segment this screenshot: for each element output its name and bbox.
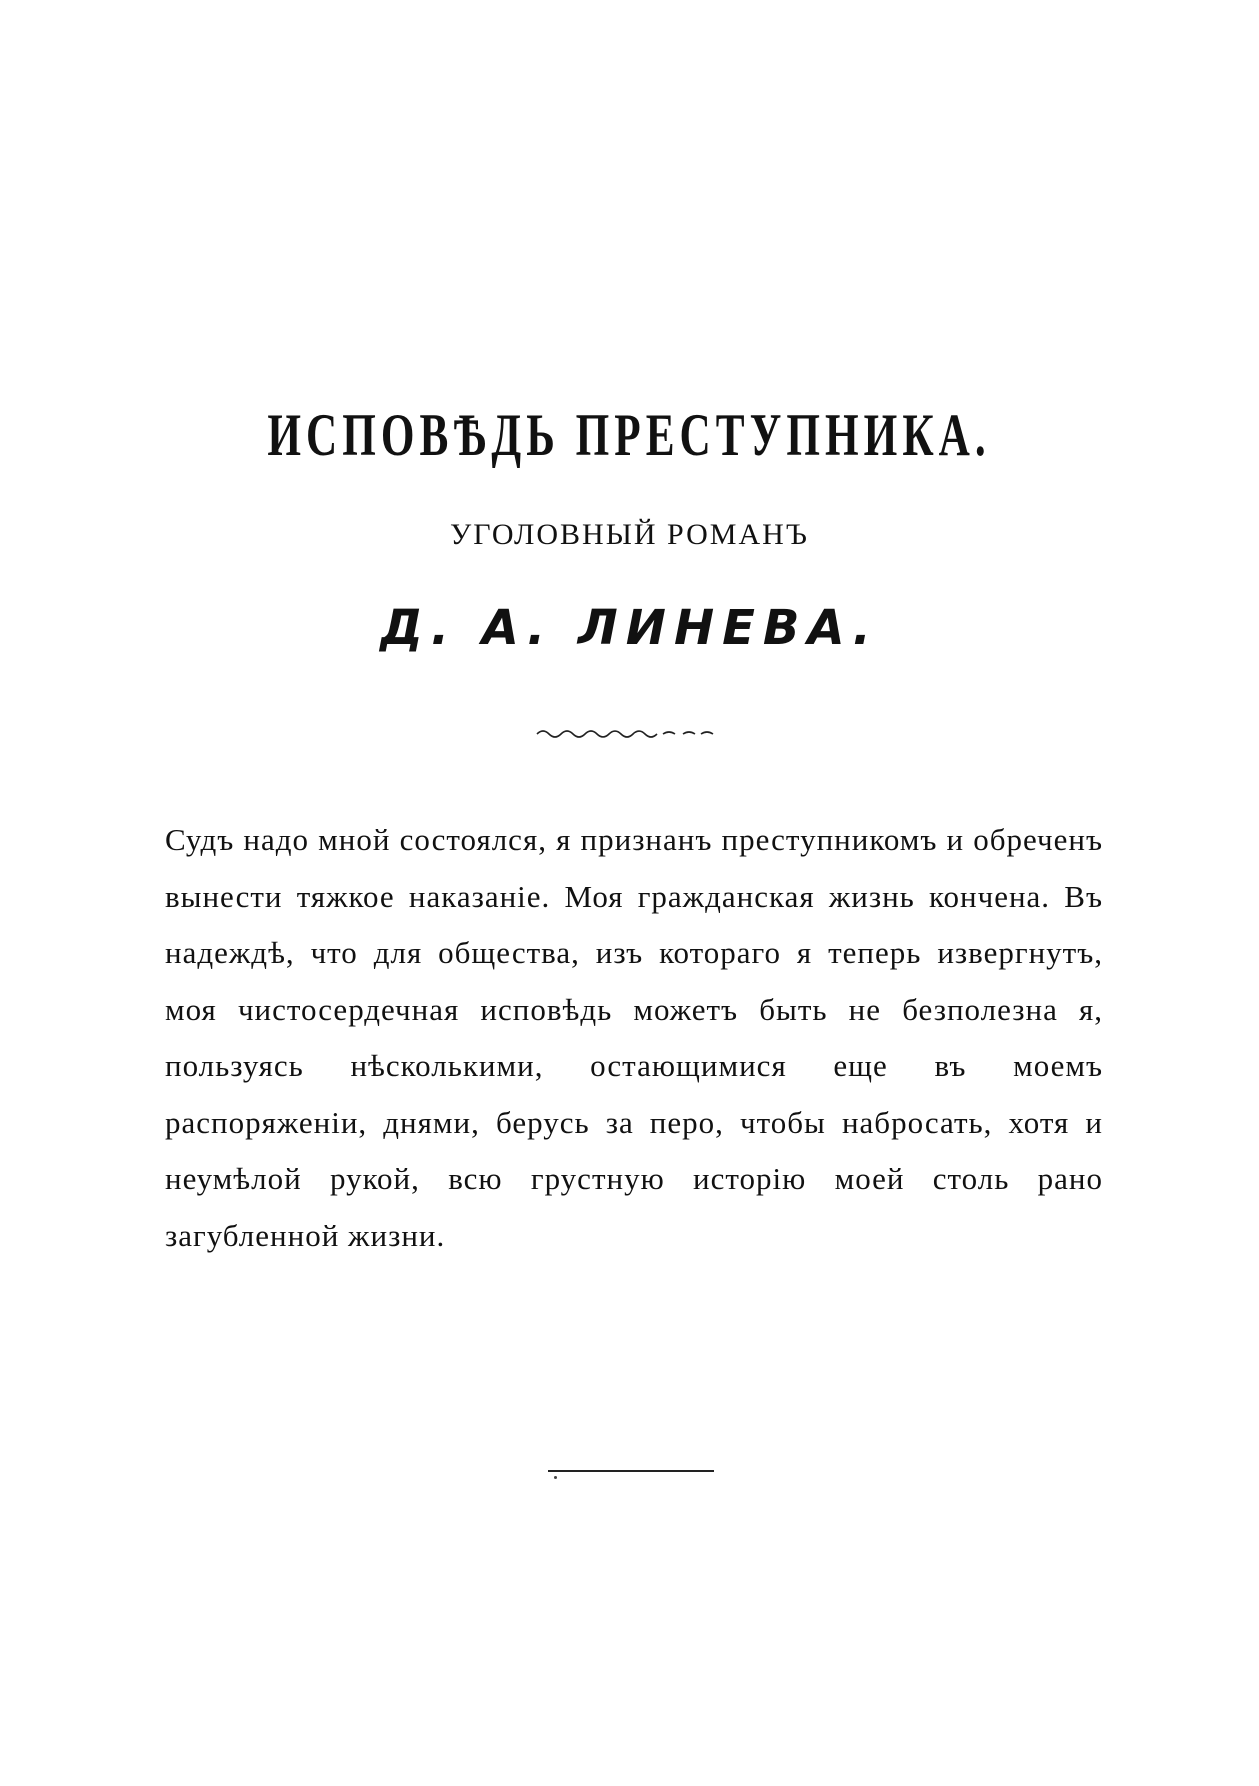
book-title: ИСПОВѢДЬ ПРЕСТУПНИКА. — [267, 402, 991, 468]
book-subtitle: УГОЛОВНЫЙ РОМАНЪ — [450, 518, 809, 551]
rule-dot-icon — [554, 1476, 557, 1479]
author-name: Д. А. ЛИНЕВА. — [380, 600, 879, 656]
horizontal-rule-icon — [548, 1470, 714, 1472]
wavy-ornament-icon — [535, 722, 715, 742]
intro-paragraph: Судъ надо мной состоялся, я признанъ преступникомъ и обреченъ вынести тяжкое наказаніе. Моя гражданская жизнь кончена. Въ надеждѣ, что для общества, изъ котораго я теперь извергнутъ, моя чистосердечная исповѣдь можетъ быть не безполезна я, пользуясь нѣсколькими, остающимися еще въ моемъ распоряженіи, днями, берусь за перо, чтобы набросать, хотя и неумѣлой рукой, всю грустную исторію моей столь рано загубленной жизни. — [165, 822, 1103, 1253]
